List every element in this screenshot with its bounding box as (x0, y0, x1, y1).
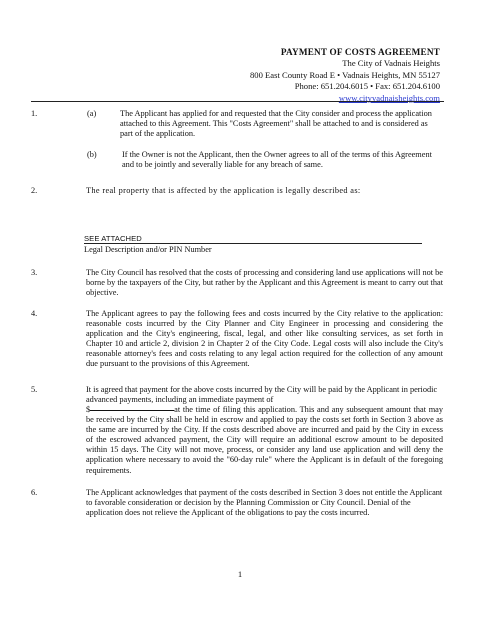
section-3-number: 3. (31, 268, 38, 277)
header-divider (31, 101, 444, 102)
section-1b-label: (b) (87, 150, 97, 159)
section-2-text: The real property that is affected by the application is legally described as: (86, 186, 361, 195)
city-address: 800 East County Road E • Vadnais Heights, MN 55127 (250, 69, 440, 80)
dollar-sign: $ (86, 405, 91, 414)
section-5-intro: It is agreed that payment for the above costs incurred by the City will be paid by the Applicant in periodic advanced payments, including an immediate payment of (86, 385, 438, 405)
section-3-text: The City Council has resolved that the costs of processing and considering land use applications will not be borne by the taxpayers of the City, but rather by the Applicant and this Agreement is meant to carry out that objective. (86, 268, 443, 298)
section-1b-text: If the Owner is not the Applicant, then the Owner agrees to all of the terms of this Agreement and to be jointly and severally liable for any breach of same. (122, 150, 432, 170)
section-1-number: 1. (31, 109, 38, 118)
section-5-body (86, 405, 443, 476)
legal-description-value: SEE ATTACHED (84, 234, 142, 243)
legal-description-line (84, 243, 422, 244)
section-1a-text: The Applicant has applied for and requested that the City consider and process the application attached to this Agreement. This "Costs Agreement" shall be attached to and is considered as part of the application. (120, 109, 432, 139)
section-2-number: 2. (31, 186, 38, 195)
website-link[interactable]: www.cityvadnaisheights.com (338, 92, 440, 103)
section-4-number: 4. (31, 309, 38, 318)
section-4-text: The Applicant agrees to pay the following fees and costs incurred by the City relative to the application: reasonable costs incurred by the City Planner and City Engineer in processing and considering the application and the City's engineering, fiscal, legal, and other like consulting services, as set forth in Chapter 10 and article 2, division 2 in Chapter 2 of the City Code. Legal costs will also include the City's reasonable attorney's fees and costs relating to any legal action required for the collection of any amount due pursuant to the provisions of this Agreement. (86, 309, 443, 369)
page-number: 1 (237, 569, 243, 579)
document-header (250, 47, 440, 104)
section-6-number: 6. (31, 488, 38, 497)
document-title: PAYMENT OF COSTS AGREEMENT (280, 47, 440, 57)
payment-amount-field[interactable] (90, 410, 174, 411)
legal-description-caption: Legal Description and/or PIN Number (84, 245, 212, 254)
city-name: The City of Vadnais Heights (342, 58, 440, 69)
phone-fax: Phone: 651.204.6015 • Fax: 651.204.6100 (294, 81, 440, 92)
section-1a-label: (a) (87, 109, 97, 118)
section-5-text: at the time of filing this application. This and any subsequent amount that may be received by the City shall be held in escrow and applied to pay the costs set forth in Section 3 above as the same are incurred by the City. If the costs described above are incurred and paid by the City in excess of the escrowed advanced payment, the City will require an additional escrow amount to be deposited within 15 days. The City will not move, process, or consider any land use application and will deny the application where necessary to avoid the "60-day rule" where the Applicant is in default of the foregoing requirements. (86, 405, 443, 475)
section-5-number: 5. (31, 385, 38, 394)
section-6-text: The Applicant acknowledges that payment of the costs described in Section 3 does not entitle the Applicant to favorable consideration or decision by the Planning Commission or City Council. Denial of the application does not relieve the Applicant of the obligations to pay the costs incurred. (86, 488, 443, 518)
